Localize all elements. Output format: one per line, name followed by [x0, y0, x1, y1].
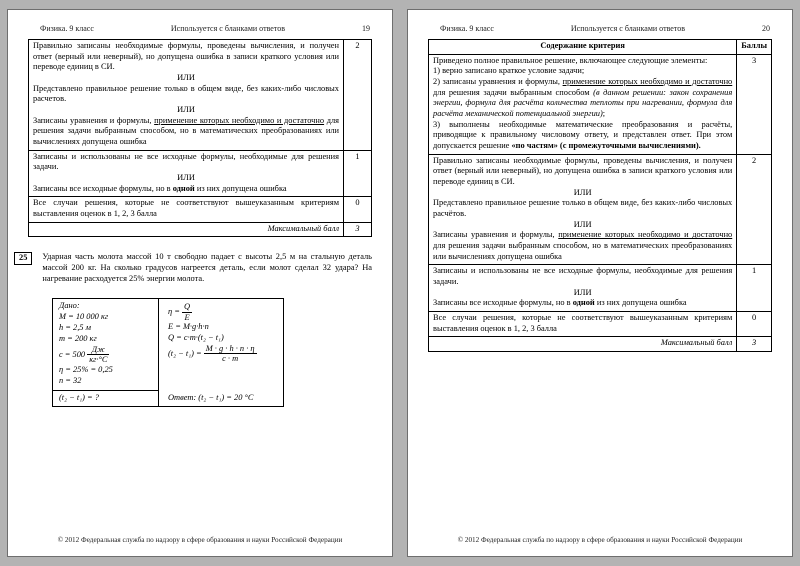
text-run: Представлено правильное решение только в общем виде, без каких-либо числовых расчётов. [433, 198, 733, 219]
text-run: для решения задачи выбранным способом [433, 87, 594, 97]
criteria-paragraph [433, 56, 732, 67]
text-run: Записаны все исходные формулы, но в [33, 183, 173, 193]
math-prefix: (t₂ − t₁) = [168, 348, 204, 358]
math-line: η = 25% = 0,25 [59, 364, 113, 374]
criteria-header-cell: Содержание критерия [429, 40, 737, 55]
fraction-numerator: M · g · h · n · η [205, 343, 255, 353]
criteria-table [428, 39, 772, 352]
criteria-paragraph [33, 184, 339, 195]
or-separator [433, 220, 732, 231]
problem-number-box: 25 [14, 252, 32, 265]
text-run: Записаны уравнения и формулы, [433, 230, 559, 240]
page-19 [7, 9, 393, 557]
criteria-cell [429, 312, 737, 337]
score-cell: 0 [344, 197, 372, 222]
header-page-number: 19 [361, 24, 370, 33]
score-header-cell: Баллы [737, 40, 772, 55]
criteria-row [29, 150, 372, 197]
given-label: Дано: [59, 301, 80, 311]
given-divider [53, 390, 158, 391]
math-line: n = 32 [59, 375, 82, 385]
math-line [168, 302, 276, 322]
text-run: Представлено правильное решение только в общем виде, без каких-либо числовых расчетов. [33, 83, 339, 104]
text-run: для решения задачи выбранным способом, но в математических преобразованиях или вычислениях допущена ошибка [33, 115, 339, 147]
max-score-row [29, 222, 372, 237]
page-20 [407, 9, 793, 557]
criteria-paragraph [433, 313, 732, 334]
math-line: M = 10 000 кг [59, 312, 109, 322]
or-separator [433, 288, 732, 299]
criteria-paragraph [433, 198, 732, 219]
criteria-paragraph [33, 152, 339, 173]
criteria-table [28, 39, 372, 237]
criteria-paragraph [433, 120, 732, 152]
page-footer: © 2012 Федеральная служба по надзору в сфере образования и науки Российской Федерации [457, 536, 743, 544]
score-cell: 2 [344, 40, 372, 151]
text-run: применение которых необходимо и достаточно [558, 230, 733, 240]
fraction-denominator: c · m [204, 353, 257, 363]
text-run: Приведено полное правильное решение, включающее следующие элементы: [433, 55, 708, 65]
text-run: из них допущена ошибка [194, 183, 287, 193]
criteria-paragraph [33, 116, 339, 148]
criteria-cell [429, 54, 737, 154]
answer-label: Ответ: [168, 392, 197, 402]
given-column [53, 299, 159, 406]
text-run: «по частям» (с промежуточными вычислениями). [511, 141, 701, 151]
fraction [204, 344, 257, 364]
text-run: ИЛИ [177, 105, 195, 115]
criteria-paragraph [433, 230, 732, 262]
criteria-row [429, 265, 772, 312]
header-page-number: 20 [761, 24, 770, 33]
text-run: ИЛИ [573, 187, 592, 197]
text-run: 1) верно записано краткое условие задачи; [433, 66, 585, 76]
score-cell: 0 [737, 312, 772, 337]
header-usage: Используется с бланками ответов [570, 24, 686, 33]
criteria-paragraph [433, 266, 732, 287]
max-score-value: 3 [344, 222, 372, 237]
text-run: ; [602, 109, 606, 119]
criteria-row [29, 197, 372, 222]
header-usage: Используется с бланками ответов [170, 24, 286, 33]
text-run: применение которых необходимо и достаточно [562, 77, 733, 87]
page-header [428, 24, 772, 33]
criteria-cell [29, 40, 344, 151]
text-run: ИЛИ [177, 73, 195, 83]
criteria-paragraph [33, 41, 339, 73]
text-run: Записаны уравнения и формулы, [33, 115, 155, 125]
text-run: Правильно записаны необходимые формулы, проведены вычисления, и получен ответ (верный или неверный), но допущена ошибка в записи краткого условия или переводе единиц в СИ. [433, 155, 733, 187]
max-score-label: Максимальный балл [429, 337, 737, 352]
math-line: E = M·g·h·n [168, 322, 209, 331]
text-run: применение которых необходимо и достаточно [154, 115, 325, 125]
text-run: Правильно записаны необходимые формулы, проведены вычисления, и получен ответ (верный или неверный), но допущена ошибка в записи краткого условия или переводе единиц в СИ. [33, 41, 339, 72]
page-header [28, 24, 372, 33]
header-subject: Физика. 9 класс [40, 24, 94, 33]
problem-25 [14, 252, 372, 285]
math-line: h = 2,5 м [59, 323, 91, 333]
criteria-row [429, 54, 772, 154]
fraction-numerator: Дж [91, 344, 105, 354]
math-line [168, 344, 276, 364]
math-line [59, 345, 152, 365]
table-header-row [429, 40, 772, 55]
text-run: Записаны и использованы не все исходные формулы, необходимые для решения задачи. [33, 151, 339, 172]
text-run: Все случаи решения, которые не соответствуют вышеуказанным критериям выставления оценок в 1, 2, 3 балла [33, 198, 339, 219]
criteria-cell [29, 150, 344, 197]
math-line: m = 200 кг [59, 333, 97, 343]
answer-value: (t₂ − t₁) = 20 °С [196, 392, 254, 402]
score-cell: 2 [737, 154, 772, 265]
text-run: Записаны и использованы не все исходные формулы, необходимые для решения задачи. [433, 266, 733, 287]
criteria-cell [429, 154, 737, 265]
criteria-cell [429, 265, 737, 312]
solution-column [159, 299, 283, 406]
criteria-paragraph [433, 156, 732, 188]
criteria-cell [29, 197, 344, 222]
text-run: Записаны все исходные формулы, но в [433, 298, 573, 308]
text-run: 3) выполнены необходимые математические преобразования и расчёты, приводящие к правильному числовому ответу, и представлен ответ. При этом допускается решение [433, 119, 733, 151]
fraction-denominator: E [182, 312, 192, 322]
text-run: (в данном решении: закон сохранения энергии, формула для расчёта количества теплоты при нагревании, формула для расчёта механической потенциальной энергии) [433, 87, 733, 119]
criteria-paragraph [433, 298, 732, 309]
math-line: Q = c·m·(t₂ − t₁) [168, 332, 224, 342]
text-run: Все случаи решения, которые не соответствуют вышеуказанным критериям выставления оценок в 1, 2, 3 балла [433, 313, 733, 333]
fraction-denominator: кг·°С [89, 355, 108, 365]
criteria-paragraph [33, 198, 339, 219]
or-separator [33, 105, 339, 116]
max-score-value: 3 [737, 337, 772, 352]
or-separator [433, 188, 732, 199]
fraction-numerator: Q [184, 302, 191, 312]
or-separator [33, 73, 339, 84]
score-cell: 1 [737, 265, 772, 312]
text-run: 2) записаны уравнения и формулы, [433, 77, 563, 87]
problem-text: Ударная часть молота массой 10 т свободно падает с высоты 2,5 м на стальную деталь массой 200 кг. На сколько градусов нагреется деталь, если молот сделал 32 удара? На нагревание расходуется 25% энергии молота. [42, 252, 372, 284]
text-run: ИЛИ [177, 173, 195, 183]
fraction [182, 302, 192, 322]
given-solution-box [52, 298, 284, 407]
max-score-row [429, 337, 772, 352]
criteria-row [429, 154, 772, 265]
text-run: ИЛИ [573, 287, 592, 297]
or-separator [33, 173, 339, 184]
find-line: (t₂ − t₁) = ? [59, 392, 99, 402]
criteria-paragraph [433, 66, 732, 77]
formula-lines [168, 302, 276, 363]
max-score-label: Максимальный балл [29, 222, 344, 237]
fraction [87, 345, 109, 365]
answer-line [168, 393, 276, 404]
score-cell: 3 [737, 54, 772, 154]
header-subject: Физика. 9 класс [440, 24, 494, 33]
given-lines [59, 312, 152, 386]
criteria-paragraph [433, 77, 732, 120]
math-prefix: η = [168, 307, 182, 317]
text-run: одной [572, 298, 595, 308]
page-footer: © 2012 Федеральная служба по надзору в сфере образования и науки Российской Федерации [57, 536, 343, 544]
criteria-row [29, 40, 372, 151]
criteria-row [429, 312, 772, 337]
criteria-paragraph [33, 84, 339, 105]
score-cell: 1 [344, 150, 372, 197]
text-run: ИЛИ [573, 219, 592, 229]
text-run: для решения задачи выбранным способом, но в математических преобразованиях или вычислениях допущена ошибка [433, 241, 733, 261]
text-run: из них допущена ошибка [594, 298, 687, 308]
text-run: одной [172, 183, 195, 193]
math-prefix: c = 500 [59, 349, 88, 359]
